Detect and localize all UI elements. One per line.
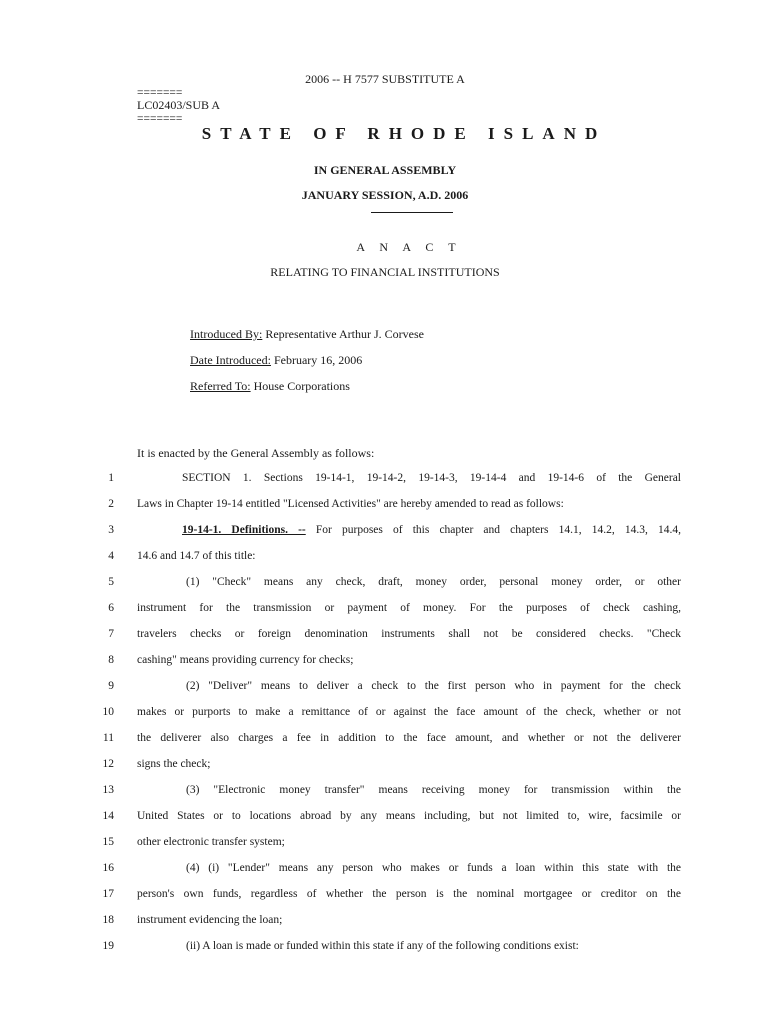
body-line: person's own funds, regardless of whether the person is the nominal mortgagee or creditor on the (137, 888, 681, 900)
body-line: instrument evidencing the loan; (137, 914, 283, 926)
body-line: (3) "Electronic money transfer" means receiving money for transmission within the (186, 784, 681, 796)
body-line: the deliverer also charges a fee in addition to the face amount, and whether or not the deliverer (137, 732, 681, 744)
bill-number: 2006 -- H 7577 SUBSTITUTE A (305, 72, 465, 86)
body-line: instrument for the transmission or payment of money. For the purposes of check cashing, (137, 602, 681, 614)
line-number: 14 (102, 810, 114, 822)
lc-code: LC02403/SUB A (137, 98, 221, 112)
line-number: 5 (108, 576, 114, 588)
act-heading: A N A C T (356, 240, 462, 254)
line-number: 18 (102, 914, 114, 926)
body-line: travelers checks or foreign denomination instruments shall not be considered checks. "Check (137, 628, 681, 640)
session-heading: JANUARY SESSION, A.D. 2006 (301, 188, 469, 202)
introduced-by-label: Introduced By: (190, 327, 263, 341)
line-number: 7 (108, 628, 114, 640)
introduced-by (190, 327, 424, 342)
introduced-by-value: Representative Arthur J. Corvese (262, 327, 424, 341)
body-line: United States or to locations abroad by any means including, but not limited to, wire, facsimile or (137, 810, 681, 822)
referred-to (190, 379, 350, 394)
line-number: 11 (102, 732, 114, 744)
separator-top: ======= (137, 87, 183, 99)
line-number: 19 (102, 940, 114, 952)
line-number: 9 (108, 680, 114, 692)
enacting-clause: It is enacted by the General Assembly as follows: (137, 446, 375, 460)
body-line: (1) "Check" means any check, draft, money order, personal money order, or other (186, 576, 681, 588)
line-number: 13 (102, 784, 114, 796)
body-line: Laws in Chapter 19-14 entitled "Licensed Activities" are hereby amended to read as follows: (137, 498, 564, 510)
line-number: 10 (102, 706, 114, 718)
section-heading-text: For purposes of this chapter and chapters 14.1, 14.2, 14.3, 14.4, (305, 524, 681, 536)
title-divider (371, 212, 453, 213)
line-number: 2 (108, 498, 114, 510)
line-number: 12 (102, 758, 114, 770)
act-subject: RELATING TO FINANCIAL INSTITUTIONS (270, 265, 500, 279)
body-line: cashing" means providing currency for checks; (137, 654, 354, 666)
body-line: 14.6 and 14.7 of this title: (137, 550, 256, 562)
body-line: signs the check; (137, 758, 211, 770)
body-line: makes or purports to make a remittance of or against the face amount of the check, whether or not (137, 706, 681, 718)
referred-to-label: Referred To: (190, 379, 251, 393)
date-introduced-label: Date Introduced: (190, 353, 271, 367)
body-line: (ii) A loan is made or funded within this state if any of the following conditions exist: (186, 940, 579, 952)
line-number: 8 (108, 654, 114, 666)
line-number: 6 (108, 602, 114, 614)
body-line: other electronic transfer system; (137, 836, 285, 848)
assembly-heading: IN GENERAL ASSEMBLY (313, 163, 457, 177)
body-line: (4) (i) "Lender" means any person who makes or funds a loan within this state with the (186, 862, 681, 874)
date-introduced-value: February 16, 2006 (270, 353, 363, 367)
section-heading: 19-14-1. Definitions. -- (182, 524, 306, 536)
line-number: 4 (108, 550, 114, 562)
line-number: 16 (102, 862, 114, 874)
body-line: (2) "Deliver" means to deliver a check to the first person who in payment for the check (186, 680, 681, 692)
body-line: SECTION 1. Sections 19-14-1, 19-14-2, 19-14-3, 19-14-4 and 19-14-6 of the General (182, 472, 681, 484)
line-number: 15 (102, 836, 114, 848)
referred-to-value: House Corporations (250, 379, 350, 393)
line-number: 3 (108, 524, 114, 536)
state-title: STATE OF RHODE ISLAND (201, 124, 607, 143)
separator-bottom: ======= (137, 113, 183, 125)
line-number: 17 (102, 888, 114, 900)
body-line (182, 524, 681, 536)
line-number: 1 (108, 472, 114, 484)
date-introduced (190, 353, 362, 368)
